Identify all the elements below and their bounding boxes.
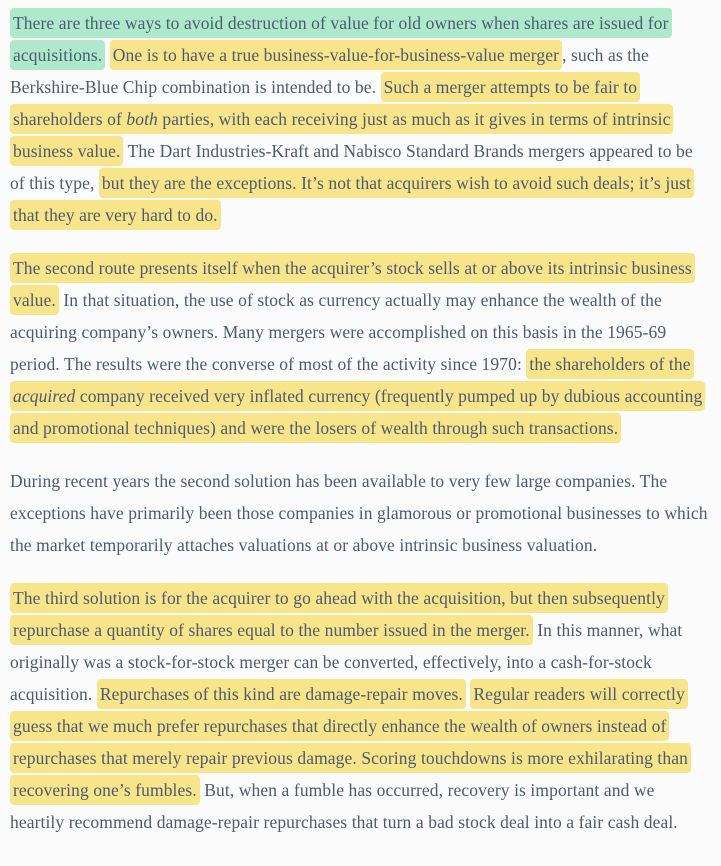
text-run: The third solution is for the acquirer to go ahead with the acquisition, but then subsequently repurchase a quantity of shares equal to the number issued in the merger.	[13, 588, 665, 640]
text-segment	[10, 471, 708, 555]
paragraph	[10, 7, 711, 231]
text-run: Regular readers will correctly guess that we much prefer repurchases that directly enhance the wealth of owners instead of repurchases that merely repair previous damage. Scoring touchdowns is more exhilarating than recovering one’s fumbles.	[13, 684, 688, 800]
yellow-highlight[interactable]	[10, 168, 694, 230]
text-run: There are three ways to avoid destruction of value for old owners when shares are issued for acquisitions.	[13, 13, 669, 65]
text-run: In that situation, the use of stock as currency actually may enhance the wealth of the acquiring company’s owners. Many mergers were accomplished on this basis in the 1965-69 period. The results were the converse of most of the activity since 1970:	[10, 290, 667, 374]
text-run: But, when a fumble has occurred, recovery is important and we heartily recommend damage-repair repurchases that turn a bad stock deal into a fair cash deal.	[10, 780, 678, 832]
yellow-highlight[interactable]	[110, 40, 562, 70]
text-run: Such a merger attempts to be fair to shareholders of	[13, 77, 638, 129]
italic-text: acquired	[13, 386, 76, 406]
text-run: The second route presents itself when the acquirer’s stock sells at or above its intrinsic business value.	[13, 258, 692, 310]
text-run: One is to have a true business-value-for-business-value merger	[112, 45, 560, 65]
text-run: The Dart Industries-Kraft and Nabisco Standard Brands mergers appeared to be of this type,	[10, 141, 693, 193]
paragraph	[10, 582, 711, 838]
paragraph	[10, 465, 711, 561]
paragraph	[10, 252, 711, 444]
italic-text: both	[126, 109, 158, 129]
text-run: but they are the exceptions. It’s not that acquirers wish to avoid such deals; it’s just that they are very hard to do.	[13, 173, 691, 225]
text-run: During recent years the second solution has been available to very few large companies. The exceptions have primarily been those companies in glamorous or promotional businesses to which the market temporarily attaches valuations at or above intrinsic business valuation.	[10, 471, 708, 555]
text-run: Repurchases of this kind are damage-repair moves.	[99, 684, 463, 704]
text-run: company received very inflated currency (frequently pumped up by dubious accounting and promotional techniques) and were the losers of wealth through such transactions.	[13, 386, 703, 438]
text-run: In this manner, what originally was a stock-for-stock merger can be converted, effectively, into a cash-for-stock acquisition.	[10, 620, 683, 704]
yellow-highlight[interactable]	[97, 679, 466, 709]
article-text	[10, 7, 711, 838]
text-run: parties, with each receiving just as much as it gives in terms of intrinsic business value.	[13, 109, 671, 161]
text-run: , such as the Berkshire-Blue Chip combination is intended to be.	[10, 45, 649, 97]
text-run: the shareholders of the	[529, 354, 691, 374]
